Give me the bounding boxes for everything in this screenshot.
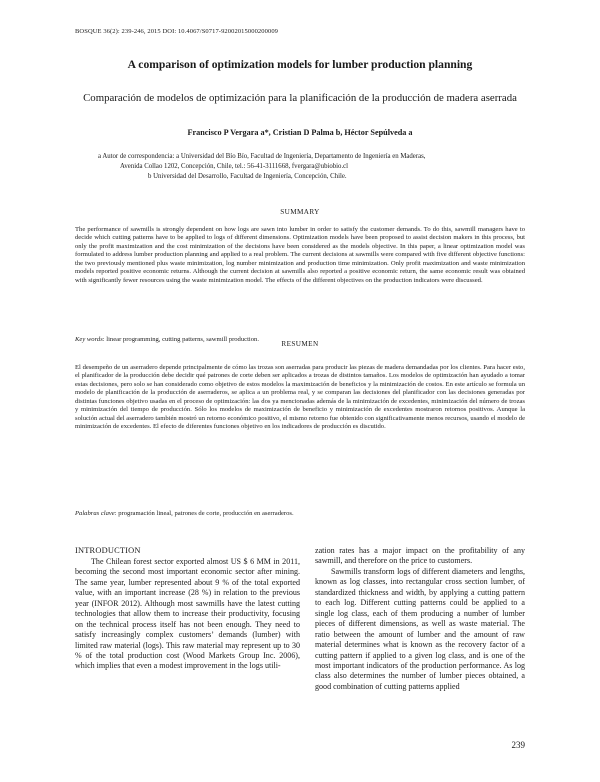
intro-paragraph-1-continued: zation rates has a major impact on the profitability of any sawmill, and therefore on the price to customers. [315, 546, 525, 566]
keywords-list: : linear programming, cutting patterns, sawmill production. [102, 336, 259, 343]
summary-text: The performance of sawmills is strongly dependent on how logs are sawn into lumber in order to satisfy the customer demands. To do this, sawmill managers have to decide which cutting patterns have to be applied to logs of different dimensions. Optimization models have been proposed to assist decision makers in this process, but only the profit maximization and the cost minimization of the decisions have been considered as the models objective. In this paper, a linear optimization model was formulated to address lumber production planning and applied to a real problem. The current decisions at sawmills were compared with five different objective functions: the two previously mentioned plus waste minimization, log number minimization and production time minimization. Only profit maximization and waste minimization models reported positive economic returns. Although the current decision at sawmills also reported a positive economic return, the same economic result was obtained with significantly fewer resources using the waste minimization model. The effects of the different objectives on the production indicators were discussed. [75, 226, 525, 284]
intro-paragraph-2: Sawmills transform logs of different diameters and lengths, known as log classes, into rectangular cross section lumber, of standardized thickness and width, by applying a cutting pattern to each log. Different cutting patterns could be applied to a single log class, each of them producing a number of lumber pieces of different dimensions, as well as waste material. The ratio between the amount of lumber and the amount of raw material determines what is known as the recovery factor of a cutting pattern if applied to a given log class, and is one of the most important indicators of the production performance. As log class also determines the number of lumber pieces obtained, a good combination of cutting patterns applied [315, 566, 525, 691]
keywords-label: Key words [75, 336, 103, 343]
affiliation-a-line2: Avenida Collao 1202, Concepción, Chile, tel.: 56-41-3111668, fvergara@ubiobio.cl [120, 162, 349, 170]
english-title: A comparison of optimization models for lumber production planning [127, 58, 473, 71]
page-number: 239 [511, 740, 525, 750]
intro-paragraph-1: The Chilean forest sector exported almost US $ 6 MM in 2011, becoming the second most important economic sector after mining. The same year, lumber represented about 9 % of the total exported value, with an important increase (28 %) in relation to the previous year (INFOR 2012). Although most sawmills have the latest cutting technologies that allow them to increase their productivity, focusing on the technical process itself has not been enough. They need to satisfy increasingly complex customers’ demands (lumber) with limited raw material (logs). This raw material may represent up to 30 % of the total production cost (Wood Markets Group Inc. 2006), which implies that even a modest improvement in the logs utili- [75, 556, 300, 671]
author-list: Francisco P Vergara a*, Cristian D Palma b, Héctor Sepúlveda a [187, 128, 413, 137]
affiliation-b: b Universidad del Desarrollo, Facultad de Ingeniería, Concepción, Chile. [148, 172, 347, 180]
palabras-clave-label: Palabras clave [75, 510, 115, 517]
resumen-heading: RESUMEN [281, 340, 319, 348]
spanish-title: Comparación de modelos de optimización para la planificación de la producción de madera aserrada [83, 92, 517, 104]
resumen-keywords [75, 510, 525, 517]
introduction-heading: INTRODUCTION [75, 546, 141, 555]
affiliations [98, 152, 540, 182]
left-column [75, 546, 300, 672]
resumen-text: El desempeño de un aserradero depende principalmente de cómo las trozas son aserradas para producir las piezas de madera demandadas por los clientes. Para hacer esto, el planificador de la producción debe decidir qué patrones de corte deben ser aplicados a trozas de distintos tamaños. Los modelos de optimización han ayudado a tomar estas decisiones, pero solo se han considerado como objetivo de estos modelos la maximización de beneficios y la minimización de costos. En este artículo se formula un modelo de planificación de la producción de aserraderos, se aplica a un problema real, y se comparan las decisiones del planificador con las decisiones generadas por distintas funciones objetivo usadas en el proceso de optimización: las dos ya mencionadas además de la minimización de excedentes, minimización del número de trozas y minimización del tiempo de producción. Sólo los modelos de maximización de beneficio y minimización de excedentes mostraron retornos positivos. Aunque la solución actual del aserradero también mostró un retorno económico positivo, el mismo retorno fue obtenido con significativamente menos recursos, usando el modelo de minimización de excedentes. El efecto de diferentes funciones objetivo en los indicadores de producción es discutido. [75, 364, 525, 431]
right-column [315, 546, 525, 692]
affiliation-a-line1: a Autor de correspondencia: a Universidad del Bío Bío, Facultad de Ingeniería, Departamento de Ingeniería en Maderas, [98, 153, 426, 160]
journal-reference: BOSQUE 36(2): 239-246, 2015 DOI: 10.4067/S0717-92002015000200009 [75, 28, 279, 35]
summary-heading: SUMMARY [280, 208, 320, 216]
palabras-clave-list: : programación lineal, patrones de corte, producción en aserraderos. [114, 510, 294, 517]
